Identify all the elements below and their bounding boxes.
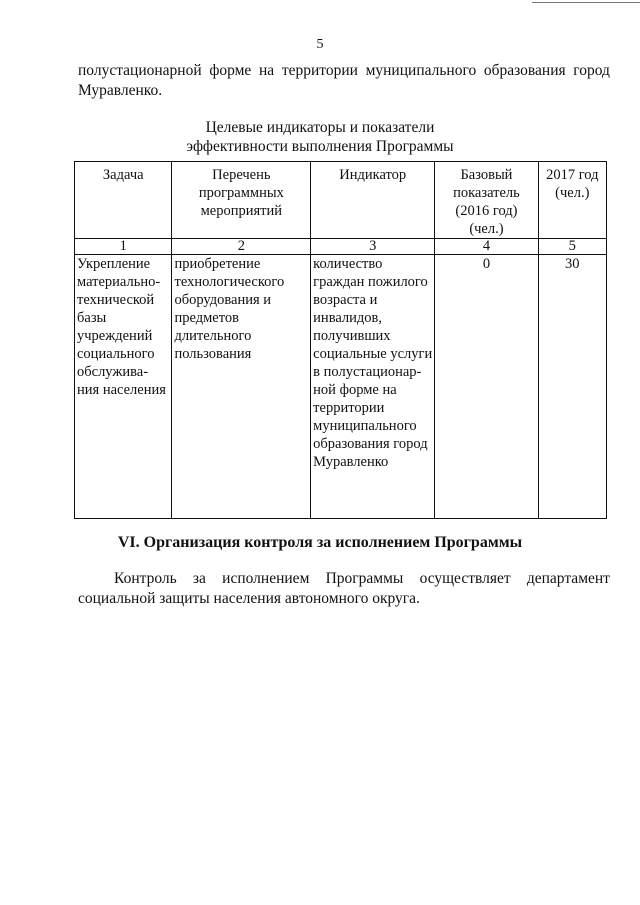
table-heading-line-2: эффективности выполнения Программы <box>186 138 454 155</box>
word: город <box>573 62 610 79</box>
intro-line-1 <box>78 61 610 81</box>
word: муниципального <box>365 62 477 79</box>
word: на <box>258 62 275 79</box>
table-header-row <box>75 162 607 239</box>
intro-paragraph <box>78 61 610 101</box>
cell-activities: приобретение технологического оборудования и предметов длительного пользования <box>172 255 311 519</box>
intro-line-2: Муравленко. <box>78 82 163 99</box>
word: за <box>192 570 206 587</box>
word: исполнением <box>222 570 310 587</box>
cell-task: Укрепление материально-технической базы учреждений социального обслужива-ния населения <box>75 255 172 519</box>
word: осуществляет <box>419 570 511 587</box>
column-number: 2 <box>172 239 311 255</box>
word: образования <box>483 62 566 79</box>
word: Контроль <box>114 570 177 587</box>
cell-target-value: 30 <box>538 255 606 519</box>
word: форме <box>209 62 252 79</box>
header-target-value: 2017 год (чел.) <box>538 162 606 239</box>
table-heading-line-1: Целевые индикаторы и показатели <box>205 119 435 136</box>
word: Программы <box>325 570 404 587</box>
table-row <box>75 255 607 519</box>
header-task: Задача <box>75 162 172 239</box>
cell-base-value: 0 <box>435 255 538 519</box>
header-base-value: Базовый показатель (2016 год) (чел.) <box>435 162 538 239</box>
header-activities: Перечень программных мероприятий <box>172 162 311 239</box>
control-line-2: социальной защиты населения автономного округа. <box>78 590 420 607</box>
page-number: 5 <box>316 37 324 52</box>
indicators-table <box>74 161 607 519</box>
word: департамент <box>526 570 610 587</box>
control-paragraph <box>78 569 610 609</box>
cell-indicator: количество граждан пожилого возраста и инвалидов, получивших социальные услуги в полустационар-ной форме на территории муниципального образования город Муравленко <box>311 255 435 519</box>
top-rule <box>532 2 640 3</box>
column-number: 1 <box>75 239 172 255</box>
header-indicator: Индикатор <box>311 162 435 239</box>
table-heading <box>0 118 640 156</box>
control-line-1 <box>78 569 610 589</box>
word: территории <box>281 62 358 79</box>
column-number-row <box>75 239 607 255</box>
column-number: 4 <box>435 239 538 255</box>
section-title: VI. Организация контроля за исполнением Программы <box>117 534 523 551</box>
column-number: 5 <box>538 239 606 255</box>
column-number: 3 <box>311 239 435 255</box>
word: полустационарной <box>78 62 202 79</box>
